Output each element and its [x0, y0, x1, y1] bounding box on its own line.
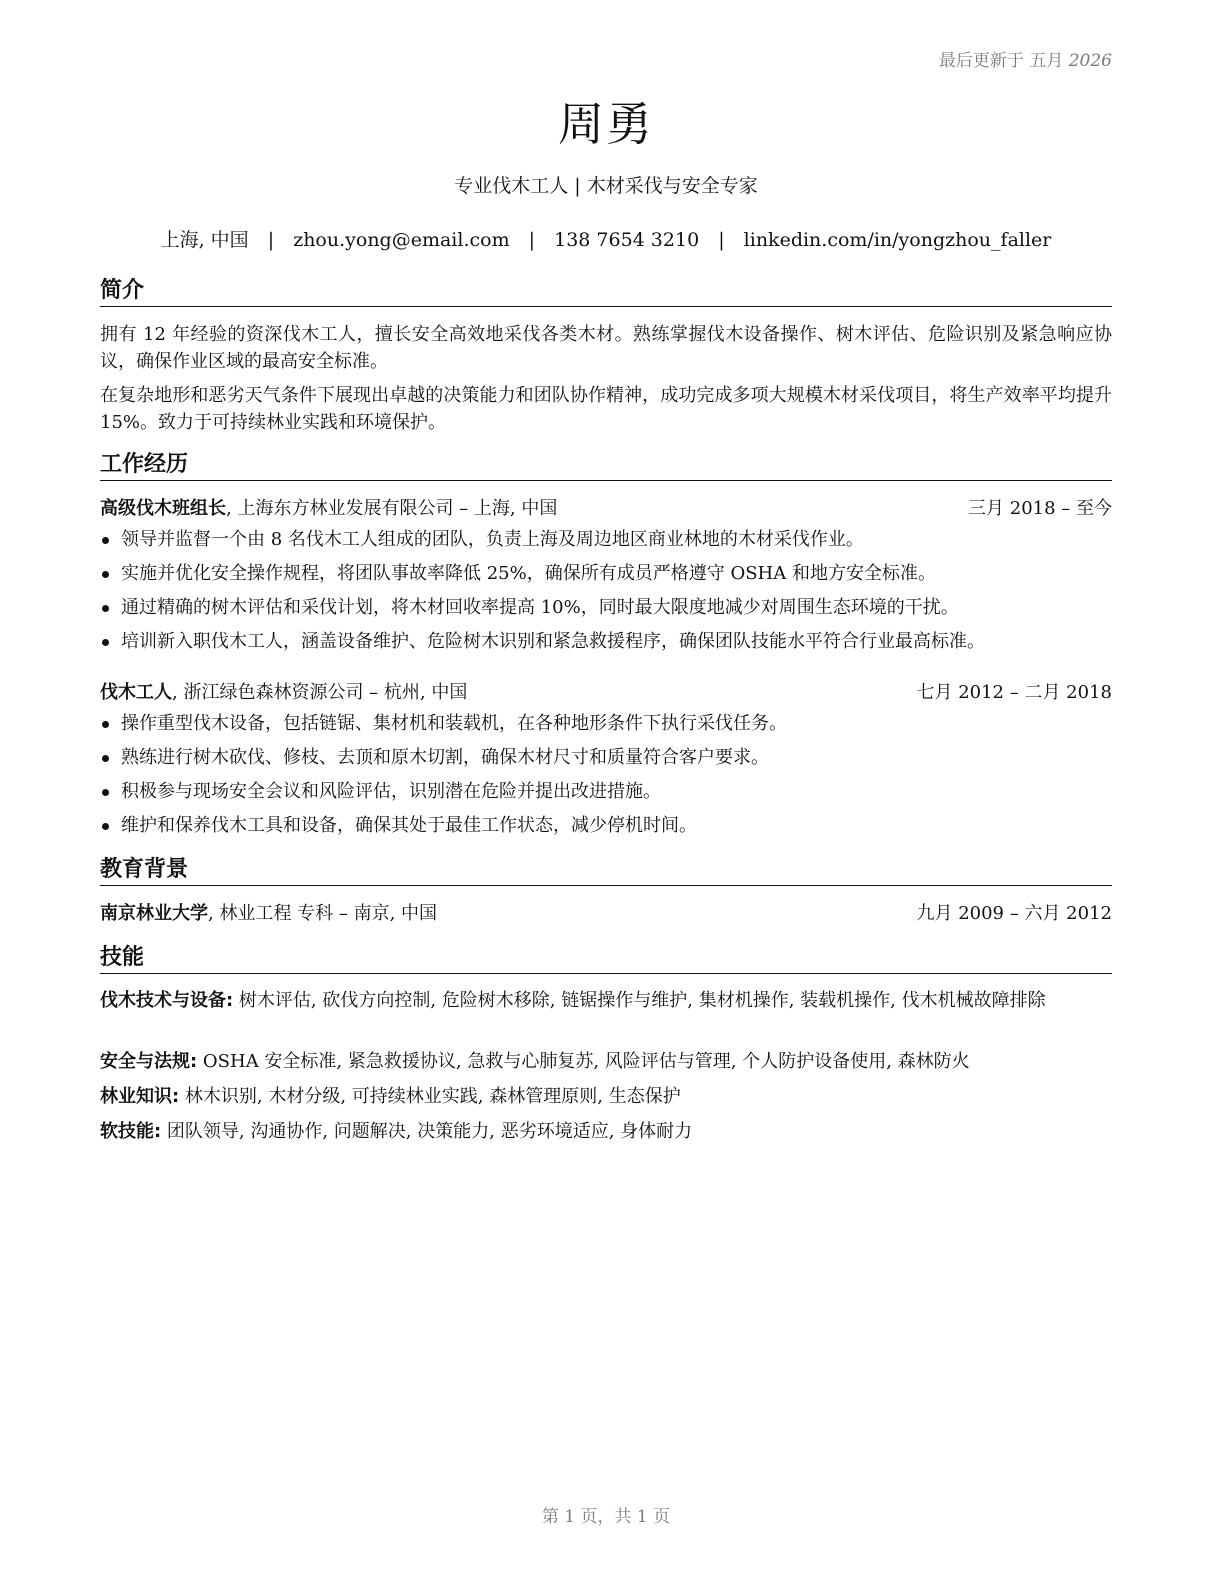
skill-label: 安全与法规: — [100, 1051, 198, 1072]
last-updated — [939, 46, 1112, 71]
school-name: 南京林业大学 — [100, 903, 208, 924]
bullet-text: 操作重型伐木设备，包括链锯、集材机和装载机，在各种地形条件下执行采伐任务。 — [121, 713, 787, 734]
job-title: 高级伐木班组长 — [100, 498, 226, 519]
contact-phone: 138 7654 3210 — [554, 229, 700, 251]
job-title: 伐木工人 — [100, 682, 172, 703]
skill-values: 树木评估, 砍伐方向控制, 危险树木移除, 链锯操作与维护, 集材机操作, 装载机操作, 伐木机械故障排除 — [233, 990, 1046, 1011]
skill-values: 林木识别, 木材分级, 可持续林业实践, 森林管理原则, 生态保护 — [179, 1086, 681, 1107]
list-item — [100, 561, 1112, 595]
skill-values: 团队领导, 沟通协作, 问题解决, 决策能力, 恶劣环境适应, 身体耐力 — [161, 1121, 693, 1142]
section-title-skills: 技能 — [100, 945, 1112, 974]
contact-location: 上海, 中国 — [160, 229, 249, 251]
list-item — [100, 711, 1112, 745]
job-dates: 三月 2018 – 至今 — [968, 498, 1112, 519]
job-bullets-1 — [100, 527, 1112, 663]
bullet-dot-icon — [102, 537, 109, 544]
bullet-text: 通过精确的树木评估和采伐计划，将木材回收率提高 10%，同时最大限度地减少对周围生态环境的干扰。 — [121, 597, 959, 618]
bullet-text: 实施并优化安全操作规程，将团队事故率降低 25%，确保所有成员严格遵守 OSHA 和地方安全标准。 — [121, 563, 936, 584]
degree-details: , 林业工程 专科 – 南京, 中国 — [208, 903, 438, 924]
education-dates: 九月 2009 – 六月 2012 — [916, 903, 1112, 924]
summary-paragraph-2: 在复杂地形和恶劣天气条件下展现出卓越的决策能力和团队协作精神，成功完成多项大规模木材采伐项目，将生产效率平均提升 15%。致力于可持续林业实践和环境保护。 — [100, 385, 1112, 433]
bullet-text: 领导并监督一个由 8 名伐木工人组成的团队，负责上海及周边地区商业林地的木材采伐作业。 — [121, 529, 864, 550]
list-item — [100, 629, 1112, 663]
skill-line-forestry — [100, 1084, 1112, 1110]
bullet-text: 培训新入职伐木工人，涵盖设备维护、危险树木识别和紧急救援程序，确保团队技能水平符合行业最高标准。 — [121, 631, 985, 652]
skill-label: 软技能: — [100, 1121, 162, 1142]
list-item — [100, 779, 1112, 813]
skill-line-felling — [100, 988, 1112, 1014]
bullet-dot-icon — [102, 721, 109, 728]
bullet-dot-icon — [102, 605, 109, 612]
section-title-experience: 工作经历 — [100, 452, 1112, 481]
job-bullets-2 — [100, 711, 1112, 847]
contact-separator: | — [267, 229, 275, 251]
candidate-name: 周勇 — [558, 97, 654, 151]
job-header-1 — [100, 496, 1112, 522]
bullet-text: 熟练进行树木砍伐、修枝、去顶和原木切割，确保木材尺寸和质量符合客户要求。 — [121, 747, 769, 768]
bullet-dot-icon — [102, 823, 109, 830]
job-header-2 — [100, 680, 1112, 706]
skill-line-safety — [100, 1049, 1112, 1075]
contact-separator: | — [718, 229, 725, 251]
last-updated-prefix: 最后更新于 五月 — [938, 51, 1064, 71]
job-dates: 七月 2012 – 二月 2018 — [916, 682, 1112, 703]
skill-label: 伐木技术与设备: — [100, 990, 234, 1011]
summary-paragraph-1: 拥有 12 年经验的资深伐木工人，擅长安全高效地采伐各类木材。熟练掌握伐木设备操作、树木评估、危险识别及紧急响应协议，确保作业区域的最高安全标准。 — [100, 324, 1112, 372]
bullet-text: 维护和保养伐木工具和设备，确保其处于最佳工作状态，减少停机时间。 — [121, 815, 697, 836]
bullet-text: 积极参与现场安全会议和风险评估，识别潜在危险并提出改进措施。 — [121, 781, 661, 802]
bullet-dot-icon — [102, 639, 109, 646]
list-item — [100, 745, 1112, 779]
list-item — [100, 595, 1112, 629]
page-number: 第 1 页，共 1 页 — [541, 1507, 671, 1527]
skill-label: 林业知识: — [100, 1086, 180, 1107]
section-title-education: 教育背景 — [100, 857, 1112, 886]
skill-values: OSHA 安全标准, 紧急救援协议, 急救与心肺复苏, 风险评估与管理, 个人防护设备使用, 森林防火 — [197, 1051, 970, 1072]
section-title-summary: 简介 — [100, 278, 1112, 307]
last-updated-year: 2026 — [1068, 51, 1112, 71]
education-entry — [100, 901, 1112, 927]
job-company: , 浙江绿色森林资源公司 – 杭州, 中国 — [172, 682, 468, 703]
contact-line — [100, 225, 1112, 252]
bullet-dot-icon — [102, 755, 109, 762]
tagline: 专业伐木工人 | 木材采伐与安全专家 — [454, 175, 758, 197]
contact-email[interactable]: zhou.yong@email.com — [293, 229, 510, 251]
resume-page — [100, 0, 1112, 1584]
contact-linkedin[interactable]: linkedin.com/in/yongzhou_faller — [743, 229, 1052, 251]
bullet-dot-icon — [102, 789, 109, 796]
contact-separator: | — [528, 229, 536, 251]
skill-line-soft — [100, 1119, 1112, 1145]
bullet-dot-icon — [102, 571, 109, 578]
job-company: , 上海东方林业发展有限公司 – 上海, 中国 — [226, 498, 558, 519]
list-item — [100, 813, 1112, 847]
list-item — [100, 527, 1112, 561]
